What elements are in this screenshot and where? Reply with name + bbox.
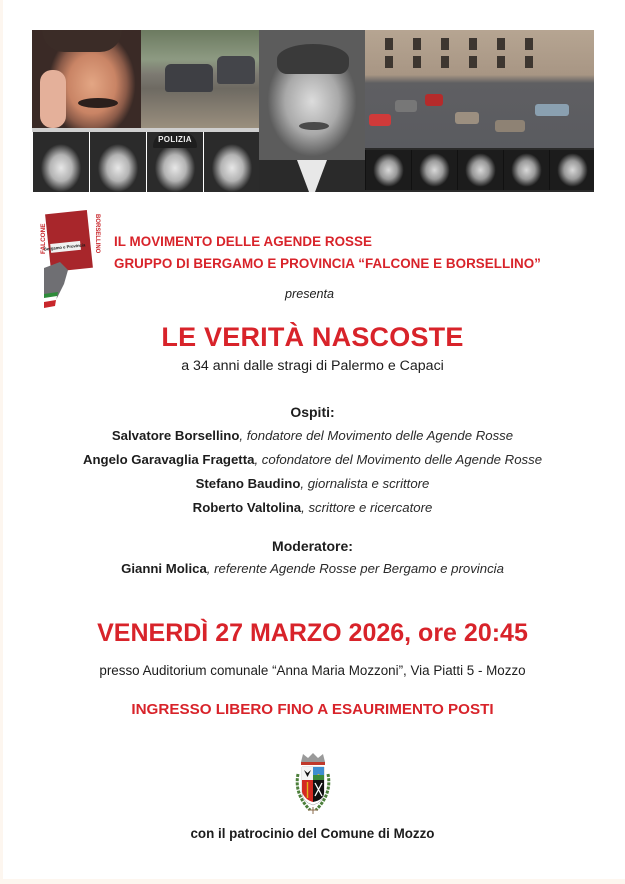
police-cap-text: POLIZIA (153, 132, 197, 148)
photo-paolo-borsellino (259, 30, 365, 192)
agende-rosse-logo (34, 208, 104, 310)
event-datetime: VENERDÌ 27 MARZO 2026, ore 20:45 (97, 619, 528, 647)
comune-di-mozzo-crest (286, 752, 340, 818)
victim-portrait (32, 132, 89, 192)
patronage-text: con il patrocinio del Comune di Mozzo (190, 826, 435, 841)
guest-role: , cofondatore del Movimento delle Agende Rosse (254, 452, 543, 467)
entry-notice: INGRESSO LIBERO FINO A ESAURIMENTO POSTI (131, 701, 494, 718)
guest-role: , fondatore del Movimento delle Agende Rosse (239, 428, 514, 443)
guest-item (0, 500, 625, 515)
victims-strip-via-damelio (365, 148, 594, 192)
victim-portrait (457, 150, 503, 190)
moderator-item (0, 561, 625, 576)
logo-text-falcone: FALCONE (40, 223, 47, 254)
victim-portrait (365, 150, 411, 190)
victims-strip-capaci (32, 128, 259, 192)
victim-portrait (503, 150, 549, 190)
moderator-name: Gianni Molica (121, 561, 207, 576)
moderator-heading: Moderatore: (272, 538, 353, 554)
guest-item (0, 476, 625, 491)
victim-portrait (89, 132, 146, 192)
victim-portrait (203, 132, 259, 192)
organization-line-2: GRUPPO DI BERGAMO E PROVINCIA “FALCONE E BORSELLINO” (114, 256, 541, 271)
event-title: LE VERITÀ NASCOSTE (161, 322, 464, 352)
photo-capaci-wreckage (141, 30, 259, 128)
victim-portrait (411, 150, 457, 190)
guest-role: , scrittore e ricercatore (301, 500, 433, 515)
logo-text-borsellino: BORSELLINO (94, 214, 100, 254)
organization-line-1: IL MOVIMENTO DELLE AGENDE ROSSE (114, 234, 372, 249)
guest-item (0, 452, 625, 467)
event-venue: presso Auditorium comunale “Anna Maria Mozzoni”, Via Piatti 5 - Mozzo (99, 663, 526, 678)
event-subtitle: a 34 anni dalle stragi di Palermo e Capaci (181, 358, 444, 374)
photo-collage (32, 30, 594, 192)
guest-item (0, 428, 625, 443)
photo-giovanni-falcone (32, 30, 141, 128)
guest-name: Salvatore Borsellino (111, 428, 240, 443)
red-agenda-book (45, 210, 93, 272)
presents-label: presenta (285, 287, 335, 301)
victim-portrait (146, 132, 203, 192)
crown-icon (301, 753, 325, 762)
moderator-role: , referente Agende Rosse per Bergamo e provincia (206, 561, 504, 576)
guest-name: Stefano Baudino (195, 476, 301, 491)
guest-role: , giornalista e scrittore (300, 476, 430, 491)
guest-name: Roberto Valtolina (192, 500, 302, 515)
guest-name: Angelo Garavaglia Fragetta (82, 452, 255, 467)
guests-heading: Ospiti: (290, 404, 335, 420)
logo-book-label: Bergamo e Provincia (43, 242, 86, 252)
victim-portrait (549, 150, 594, 190)
photo-via-damelio (365, 30, 594, 148)
